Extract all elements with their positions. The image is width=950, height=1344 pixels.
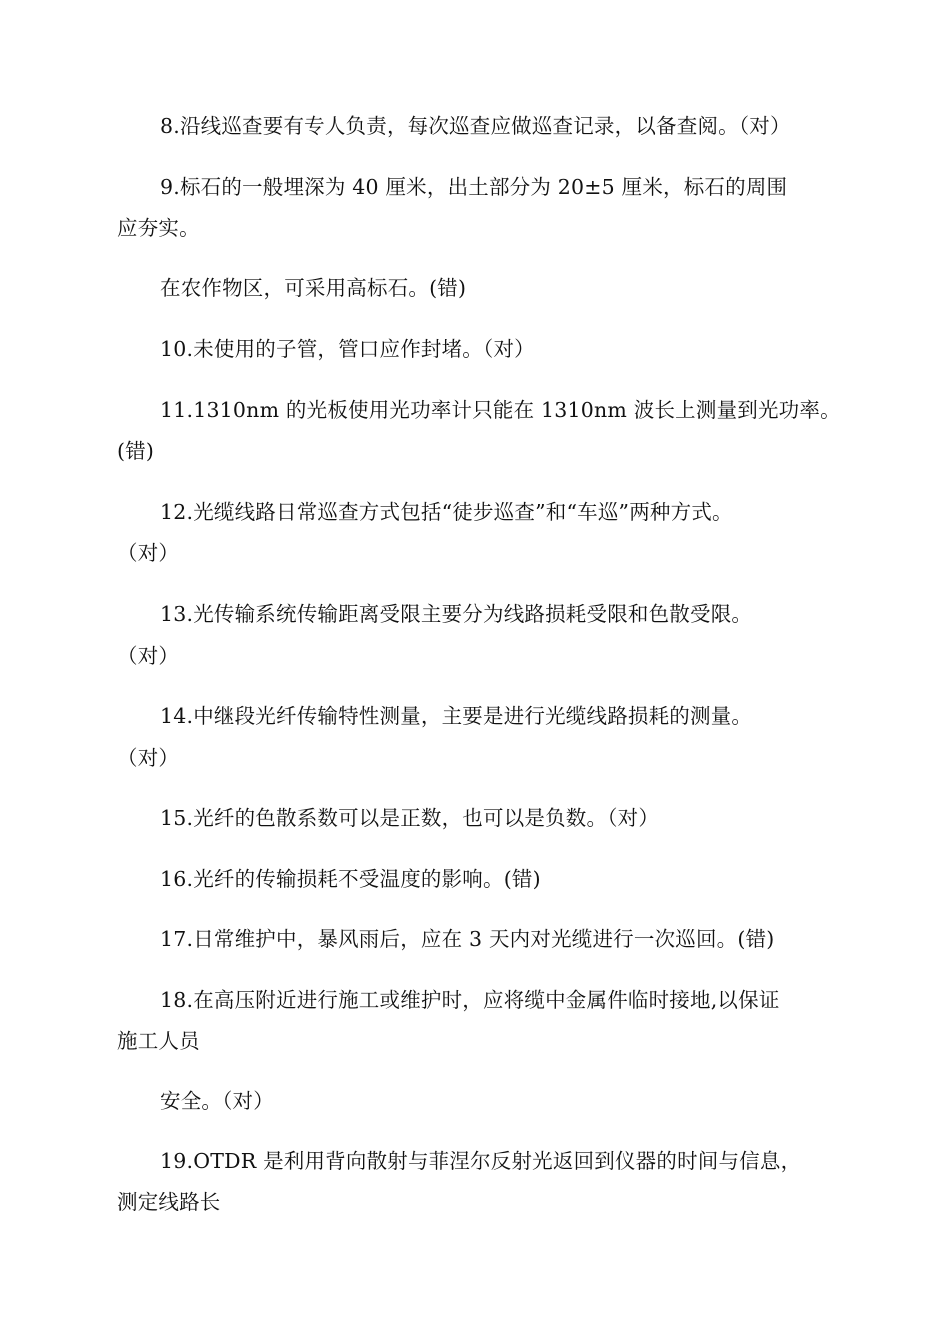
item-13-line-1: 13.光传输系统传输距离受限主要分为线路损耗受限和色散受限。: [160, 602, 753, 626]
item-18-line-1: 18.在高压附近进行施工或维护时，应将缆中金属件临时接地,以保证: [160, 988, 780, 1012]
item-14-line-1: 14.中继段光纤传输特性测量，主要是进行光缆线路损耗的测量。: [160, 704, 753, 728]
item-11-line-2: (错): [117, 439, 155, 463]
item-19-line-2: 测定线路长: [117, 1190, 221, 1214]
item-9-line-3: 在农作物区，可采用高标石。(错): [160, 276, 467, 300]
item-19-line-1: 19.OTDR 是利用背向散射与菲涅尔反射光返回到仪器的时间与信息，: [160, 1149, 802, 1173]
item-16-line: 16.光纤的传输损耗不受温度的影响。(错): [160, 867, 541, 891]
item-15-line: 15.光纤的色散系数可以是正数，也可以是负数。（对）: [160, 806, 660, 830]
item-14-line-2: （对）: [117, 746, 180, 770]
item-12-line-2: （对）: [117, 541, 180, 565]
item-8-line: 8.沿线巡查要有专人负责，每次巡查应做巡查记录，以备查阅。（对）: [160, 114, 791, 138]
item-11-line-1: 11.1310nm 的光板使用光功率计只能在 1310nm 波长上测量到光功率。: [160, 398, 841, 422]
item-13-line-2: （对）: [117, 644, 180, 668]
item-17-line: 17.日常维护中，暴风雨后，应在 3 天内对光缆进行一次巡回。(错): [160, 927, 775, 951]
item-9-line-1: 9.标石的一般埋深为 40 厘米，出土部分为 20±5 厘米，标石的周围: [160, 175, 788, 199]
item-18-line-3: 安全。（对）: [160, 1089, 274, 1113]
item-10-line: 10.未使用的子管，管口应作封堵。（对）: [160, 337, 535, 361]
item-18-line-2: 施工人员: [117, 1029, 200, 1053]
item-12-line-1: 12.光缆线路日常巡查方式包括“徒步巡查”和“车巡”两种方式。: [160, 500, 733, 524]
item-9-line-2: 应夯实。: [117, 216, 200, 240]
